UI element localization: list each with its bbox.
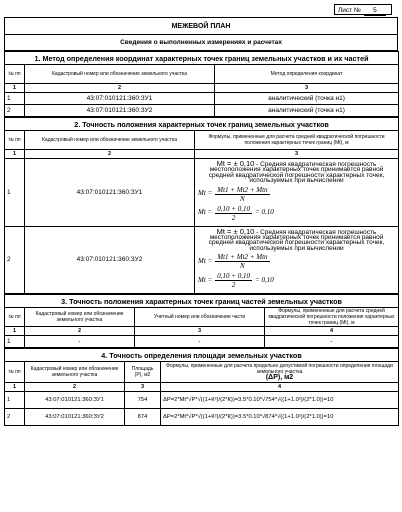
table-row [5,392,399,409]
document-title: МЕЖЕВОЙ ПЛАН [5,18,398,35]
col-header-cadastral: Кадастровый номер или обозначение земельного участка [25,308,135,327]
formula-denominator: 2 [231,213,236,222]
col-index: 4 [265,327,399,336]
row-number: 1 [5,159,25,227]
row-number: 2 [5,226,25,294]
section-2-table [4,117,399,294]
col-header-num: № пп [5,65,25,84]
formula-computed [198,272,395,289]
sheet-label: Лист № [338,7,361,14]
section-3-heading: 3. Точность положения характерных точек границ частей земельных участков [5,295,399,308]
section-2-heading: 2. Точность положения характерных точек границ земельных участков [5,118,399,131]
formula-computed [198,205,395,222]
formula-general [198,186,395,203]
col-index: 2 [25,327,135,336]
area-value: 754 [125,392,161,409]
formula-denominator: 2 [231,281,236,290]
col-header-cadastral: Кадастровый номер или обозначение земельного участка [25,362,125,383]
col-index: 1 [5,84,25,93]
col-header-formula-unit: (ΔP), м2 [265,374,294,382]
col-index: 3 [195,150,399,159]
col-header-formula [161,362,399,383]
area-value: 874 [125,409,161,426]
cadastral-number: 43:07:010121:360:ЗУ1 [25,392,125,409]
formula-general [198,253,395,270]
cadastral-number: - [25,336,135,348]
row-number: 1 [5,392,25,409]
col-header-num: № пп [5,308,25,327]
col-index: 3 [135,327,265,336]
document-page [4,4,398,426]
col-index: 1 [5,383,25,392]
row-number: 1 [5,93,25,105]
col-header-formula-text: Формулы, примененные для расчета предельно допустимой погрешности определения площади земельного участка [166,363,393,376]
formula-numerator: Mt1 + Mt2 + Mtn [217,185,268,194]
col-header-formula: Формулы, примененные для расчета средней квадратической погрешности положения характерных точек границ (Mt), м [265,308,399,327]
mt-value: Mt = ± 0,10 [216,226,255,236]
table-row [5,336,399,348]
col-index: 3 [215,84,399,93]
col-header-num: № пп [5,131,25,150]
col-index: 1 [5,150,25,159]
row-number: 1 [5,336,25,348]
formula-result: = 0,10 [254,208,274,217]
area-formula: ΔP=2*Mt*√P*√((1+К²)/(2*К))=3.5*0.10*√874*√((1+1.0²)/(2*1.0))=10 [161,409,399,426]
cadastral-number: 43:07:010121:360:ЗУ1 [25,93,215,105]
cadastral-number: 43:07:010121:360:ЗУ2 [25,226,195,294]
formula-lhs: Mt = [198,276,213,285]
formula-numerator: 0,10 + 0,10 [217,204,250,213]
mt-value: Mt = ± 0,10 [216,159,255,168]
section-1-table [4,51,399,117]
section-3-table [4,294,399,348]
col-header-method: Метод определения координат [215,65,399,84]
formula-lhs: Mt = [198,189,213,198]
row-number: 2 [5,409,25,426]
section-4-heading: 4. Точность определения площади земельных участков [5,349,399,362]
table-row [5,93,399,105]
area-formula: ΔP=2*Mt*√P*√((1+К²)/(2*К))=3.5*0.10*√754*√((1+1.0²)/(2*1.0))=10 [161,392,399,409]
method-value: аналитический (точка н1) [215,93,399,105]
formula-cell [195,226,399,294]
formula-numerator: 0,10 + 0,10 [217,272,250,281]
formula-result: = 0,10 [254,276,274,285]
sheet-number: 5 [364,7,386,16]
cadastral-number: 43:07:010121:360:ЗУ2 [25,105,215,117]
formula-value: - [265,336,399,348]
col-index: 1 [5,327,25,336]
row-number: 2 [5,105,25,117]
col-header-num: № пп [5,362,25,383]
formula-description: - Средняя квадратическая погрешность местоположения характерных точек принимается равной средней квадратической погрешности характерных точек, используемых при вычислении [208,228,385,252]
sheet-number-box [334,4,392,15]
col-header-part: Учетный номер или обозначение части [135,308,265,327]
col-header-area: Площадь (P), м2 [125,362,161,383]
formula-lhs: Mt = [198,257,213,266]
formula-lhs: Mt = [198,208,213,217]
formula-numerator: Mt1 + Mt2 + Mtn [217,253,268,262]
formula-description: - Средняя квадратическая погрешность местоположения характерных точек принимается равной средней квадратической погрешности характерных точек, используемых при вычислении [208,161,385,185]
table-row [5,409,399,426]
header-table [4,17,398,51]
col-header-cadastral: Кадастровый номер или обозначение земельного участка [25,131,195,150]
col-header-formula: Формулы, примененные для расчета средней квадратической погрешности положения характерных точек границ (Mt), м [195,131,399,150]
section-1-heading: 1. Метод определения координат характерных точек границ земельных участков и их частей [5,52,399,65]
cadastral-number: 43:07:010121:360:ЗУ1 [25,159,195,227]
col-header-cadastral: Кадастровый номер или обозначение земельного участка [25,65,215,84]
method-value: аналитический (точка н1) [215,105,399,117]
col-index: 2 [25,84,215,93]
cadastral-number: 43:07:010121:360:ЗУ2 [25,409,125,426]
col-index: 2 [25,150,195,159]
table-row [5,159,399,227]
formula-denominator: N [240,194,245,203]
section-4-table [4,348,399,426]
col-index: 2 [25,383,125,392]
document-subtitle: Сведения о выполненных измерениях и расчетах [5,35,398,51]
formula-denominator: N [240,262,245,271]
col-index: 4 [161,383,399,392]
table-row [5,226,399,294]
formula-cell [195,159,399,227]
table-row [5,105,399,117]
part-number: - [135,336,265,348]
col-index: 3 [125,383,161,392]
